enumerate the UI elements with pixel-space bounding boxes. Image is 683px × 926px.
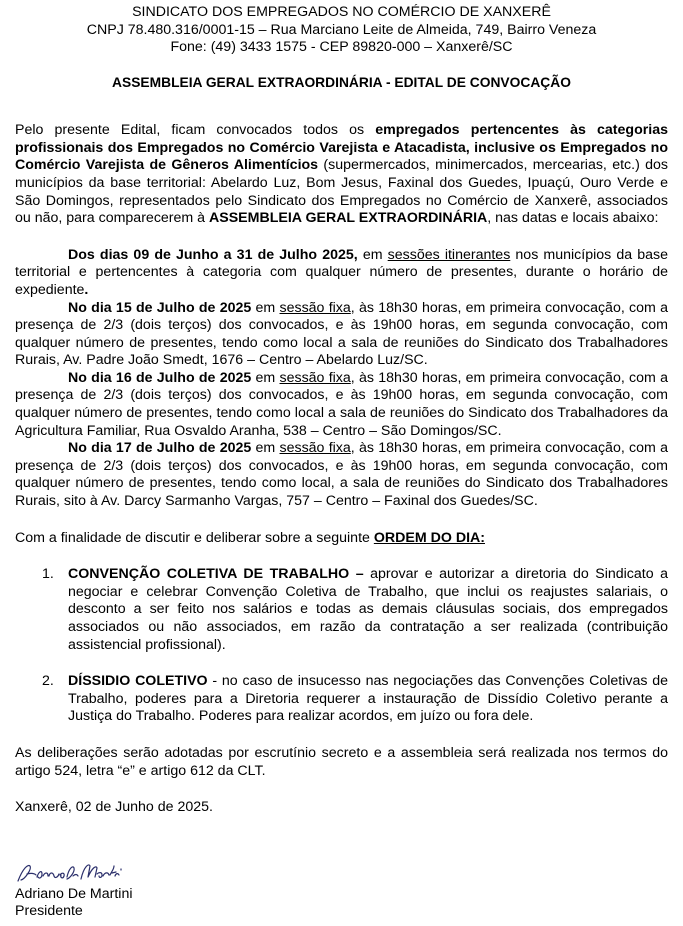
- org-address: CNPJ 78.480.316/0001-15 – Rua Marciano Leite de Almeida, 749, Bairro Veneza: [86, 21, 597, 38]
- org-name: SINDICATO DOS EMPREGADOS NO COMÉRCIO DE XANXERÊ: [132, 4, 551, 20]
- closing-paragraph: As deliberações serão adotadas por escrutínio secreto e a assembleia será realizada nos termos do artigo 524, letra “e” e artigo 612 da CLT.: [15, 744, 668, 779]
- edital-document: [15, 4, 668, 817]
- agenda-label: ORDEM DO DIA:: [373, 529, 485, 546]
- session-paragraph: Dos dias 09 de Junho a 31 de Julho 2025, em sessões itinerantes nos municípios da base territorial e pertencentes à categoria com qualquer número de presentes, durante o horário de expediente.: [15, 246, 669, 298]
- org-phone: Fone: (49) 3433 1575 - CEP 89820-000 – Xanxerê/SC: [170, 39, 513, 56]
- item-heading: DÍSSIDIO COLETIVO: [68, 673, 208, 690]
- session-paragraph: No dia 17 de Julho de 2025 em sessão fixa, às 18h30 horas, em primeira convocação, com a presença de 2/3 (dois terços) dos convocados, e às 19h00 horas, em segunda convocação, com qualquer número de presentes, tendo como local, a sala de reuniões do Sindicato dos Trabalhadores Rurais, sito à Av. Darcy Sarmanho Vargas, 757 – Centro – Faxinal dos Guedes/SC.: [15, 440, 668, 510]
- item-number: 1.: [42, 566, 54, 583]
- document-title: ASSEMBLEIA GERAL EXTRAORDINÁRIA - EDITAL DE CONVOCAÇÃO: [112, 74, 571, 90]
- item-number: 2.: [42, 673, 54, 690]
- signatory-name: Adriano De Martini: [15, 886, 133, 902]
- session-paragraph: No dia 15 de Julho de 2025 em sessão fixa, às 18h30 horas, em primeira convocação, com a presença de 2/3 (dois terços) dos convocados, e às 19h00 horas, em segunda convocação, com qualquer número de presentes, tendo como local a sala de reuniões do Sindicato dos Trabalhadores Rurais, Av. Padre João Smedt, 1676 – Centro – Abelardo Luz/SC.: [15, 299, 668, 369]
- intro-paragraph: Pelo presente Edital, ficam convocados todos os empregados pertencentes às categorias profissionais dos Empregados no Comércio Varejista e Atacadista, inclusive os Empregados no Comércio Varejista de Gêneros Alimentícios (supermercados, minimercados, mercearias, etc.) dos municípios da base territorial: Abelardo Luz, Bom Jesus, Faxinal dos Guedes, Ipuaçú, Ouro Verde e São Domingos, representados pelo Sindicato dos Empregados no Comércio de Xanxerê, associados ou não, para comparecerem à ASSEMBLEIA GERAL EXTRAORDINÁRIA, nas datas e locais abaixo:: [15, 122, 668, 227]
- handwritten-signature: [15, 860, 125, 886]
- session-paragraph: No dia 16 de Julho de 2025 em sessão fixa, às 18h30 horas, em primeira convocação, com a presença de 2/3 (dois terços) dos convocados, e às 19h00 horas, em segunda convocação, com qualquer número de presentes, tendo como local a sala de reuniões do Sindicato dos Trabalhadores da Agricultura Familiar, Rua Osvaldo Aranha, 538 – Centro – São Domingos/SC.: [15, 369, 668, 439]
- agenda-item: 1. CONVENÇÃO COLETIVA DE TRABALHO – aprovar e autorizar a diretoria do Sindicato a negociar e celebrar Convenção Coletiva de Trabalho, que inclui os reajustes salariais, o desconto a ser feito nos salários e todas as demais cláusulas sociais, dos empregados associados ou não associados, em razão da contratação a ser realizada (contribuição assistencial profissional).: [42, 566, 668, 653]
- agenda-item: 2. DÍSSIDIO COLETIVO - no caso de insucesso nas negociações das Convenções Coletivas de Trabalho, poderes para a Diretoria requerer a instauração de Dissídio Coletivo perante a Justiça do Trabalho. Poderes para realizar acordos, em juízo ou fora dele.: [42, 673, 668, 725]
- item-heading: CONVENÇÃO COLETIVA DE TRABALHO –: [68, 566, 364, 583]
- agenda-lead: Com a finalidade de discutir e deliberar sobre a seguinte ORDEM DO DIA:: [15, 529, 485, 546]
- place-date: Xanxerê, 02 de Junho de 2025.: [15, 799, 213, 816]
- signatory-role: Presidente: [15, 903, 83, 919]
